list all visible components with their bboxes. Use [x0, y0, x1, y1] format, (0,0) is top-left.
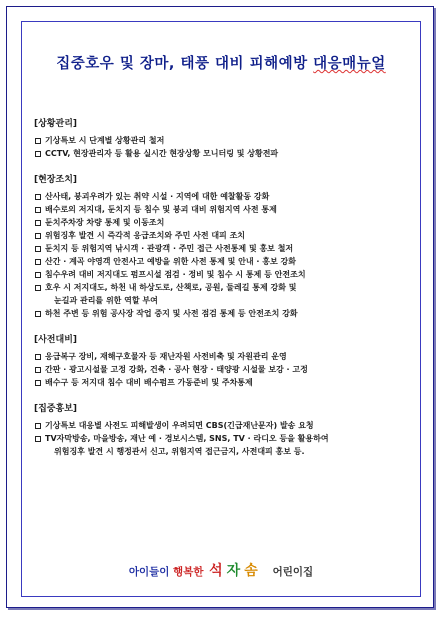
list-item: 간판 · 광고시설물 고정 강화, 건축 · 공사 현장 · 태양광 시설물 보강 · 고정 [34, 363, 414, 376]
list-item: 눈길과 관리를 위한 역할 부여 [54, 296, 158, 305]
document-title [22, 52, 420, 73]
footer-name-char-2: 자 [226, 563, 245, 579]
list-item: 하천 주변 등 위험 공사장 작업 중지 및 사전 점검 통제 등 안전조치 강화 [34, 307, 414, 320]
list-item: 침수우려 대비 저지대도 펌프시설 점검 · 정비 및 침수 시 통제 등 안전조치 [34, 268, 414, 281]
section [34, 172, 414, 320]
document-border [21, 21, 421, 597]
section [34, 401, 414, 458]
list-item: 기상특보 시 단계별 상황관리 철저 [34, 134, 414, 147]
list-item: 산사태, 붕괴우려가 있는 취약 시설 · 지역에 대한 예찰활동 강화 [34, 190, 414, 203]
list-item: 산간 · 계곡 야영객 안전사고 예방을 위한 사전 통제 및 안내 · 홍보 강화 [34, 255, 414, 268]
list-item: 기상특보 대응별 사전도 피해발생이 우려되면 CBS(긴급재난문자) 발송 요청 [34, 419, 414, 432]
footer-part3: 어린이집 [272, 566, 314, 578]
section-heading: [상황관리] [34, 119, 78, 129]
footer-part1: 아이들이 [128, 566, 174, 578]
list-item: TV자막방송, 마을방송, 재난 예 · 경보시스템, SNS, TV · 라디오 등을 활용하여 [34, 432, 414, 445]
section-list [34, 350, 414, 389]
list-item: 배수구 등 저지대 침수 대비 배수펌프 가동준비 및 주차통제 [34, 376, 414, 389]
section-heading: [현장조치] [34, 175, 78, 185]
section-list [34, 419, 414, 458]
section-list [34, 190, 414, 320]
title-main: 집중호우 및 장마, 태풍 대비 피해예방 [56, 56, 314, 72]
document-content [34, 116, 414, 470]
list-item: 위험징후 발견 시 즉각적 응급조치와 주민 사전 대피 조치 [34, 229, 414, 242]
list-item: 호우 시 저지대도, 하천 내 하상도로, 산책로, 공원, 둘레길 통제 강화 및 [34, 281, 414, 294]
list-item: 둔치지 등 위험지역 낚시객 · 관광객 · 주민 접근 사전통제 및 홍보 철저 [34, 242, 414, 255]
section-heading: [사전대비] [34, 335, 78, 345]
list-item: 위험징후 발견 시 행정관서 신고, 위험지역 접근금지, 사전대피 홍보 등. [54, 447, 305, 456]
list-item: 배수로의 저지대, 둔치지 등 침수 및 붕괴 대비 위험지역 사전 통제 [34, 203, 414, 216]
list-item: CCTV, 현장관리자 등 활용 실시간 현장상황 모니터링 및 상황전파 [34, 147, 414, 160]
section-list [34, 134, 414, 160]
list-item: 응급복구 장비, 재해구호물자 등 재난자원 사전비축 및 자원관리 운영 [34, 350, 414, 363]
document-frame [6, 6, 434, 608]
list-item: 둔치주차장 차량 통제 및 이동조치 [34, 216, 414, 229]
footer-slogan [22, 560, 420, 580]
footer-name-char-1: 석 [209, 563, 227, 579]
section [34, 332, 414, 389]
footer-name-char-3: 솜 [244, 563, 262, 579]
section-heading: [집중홍보] [34, 404, 78, 414]
title-underlined: 대응매뉴얼 [313, 56, 386, 72]
footer-part2: 행복한 [173, 566, 204, 578]
section [34, 116, 414, 160]
